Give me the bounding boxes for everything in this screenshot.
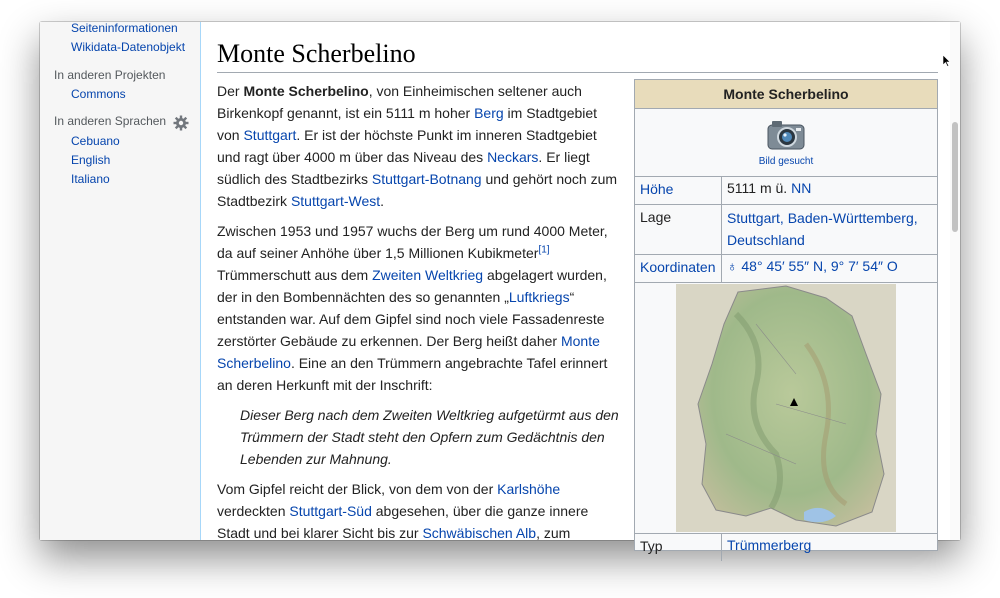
value-typ[interactable]: Trümmerberg: [727, 537, 812, 553]
link-neckars[interactable]: Neckars: [487, 149, 539, 165]
text: Zwischen 1953 und 1957 wuchs der Berg um rund 4000 Meter, da auf seiner Anhöhe über 1,5 Millionen Kubikmeter: [217, 223, 608, 261]
infobox-image-placeholder[interactable]: [635, 109, 937, 177]
sidebar: [40, 22, 200, 540]
infobox-location-map[interactable]: [635, 283, 937, 534]
image-caption[interactable]: Bild gesucht: [758, 156, 814, 167]
value-lage[interactable]: Stuttgart, Baden-Württemberg, Deutschland: [727, 210, 918, 248]
sidebar-link-commons[interactable]: Commons: [71, 87, 126, 101]
link-stuttgart-sued[interactable]: Stuttgart-Süd: [289, 503, 372, 519]
browser-window: [40, 21, 960, 554]
link-luftkriegs[interactable]: Luftkriegs: [508, 289, 570, 305]
text: Trümmerschutt aus dem: [217, 267, 373, 283]
label-typ: Typ: [640, 538, 663, 554]
link-zweiten-weltkrieg[interactable]: Zweiten Weltkrieg: [372, 267, 484, 283]
sidebar-lang-english[interactable]: English: [71, 153, 111, 167]
text: .: [380, 193, 385, 209]
title-divider: [217, 72, 938, 73]
value-koordinaten[interactable]: ♁ 48° 45′ 55″ N, 9° 7′ 54″ O: [727, 258, 898, 274]
text: “ entstanden war. Auf dem Gipfel sind noch viele Fassadenreste zerstörter Gebäude zu erkennen. Der Berg heißt daher: [217, 289, 605, 349]
infobox-title: Monte Scherbelino: [635, 80, 937, 109]
sidebar-lang-cebuano[interactable]: Cebuano: [71, 134, 120, 148]
article-content: [200, 22, 951, 554]
link-stuttgart-west[interactable]: Stuttgart-West: [290, 193, 381, 209]
mouse-cursor-icon: [943, 55, 951, 67]
camera-icon[interactable]: [766, 117, 806, 153]
text: Vom Gipfel reicht der Blick, von dem von der: [217, 481, 498, 497]
text: verdeckten: [217, 503, 290, 519]
link-nn[interactable]: NN: [791, 180, 812, 196]
reference-1[interactable]: [1]: [538, 244, 550, 256]
label-koordinaten[interactable]: Koordinaten: [640, 259, 716, 275]
hoehe-number: 5111 m ü.: [727, 180, 788, 196]
link-stuttgart-botnang[interactable]: Stuttgart-Botnang: [371, 171, 482, 187]
infobox-row-lage: [635, 205, 937, 255]
sidebar-lang-italiano[interactable]: Italiano: [71, 172, 110, 186]
paragraph-2: [217, 220, 619, 396]
link-monte-scherbelino[interactable]: Monte Scherbelino: [217, 333, 600, 371]
sidebar-heading-languages: In anderen Sprachen: [54, 114, 167, 128]
infobox: [634, 79, 938, 554]
bold-term: Monte Scherbelino: [243, 83, 369, 99]
infobox-row-hoehe: [635, 177, 937, 205]
text: abgesehen, über die ganze innere Stadt und bei klarer Sicht bis zur: [217, 503, 589, 541]
sidebar-link-wikidata[interactable]: Wikidata-Datenobjekt: [71, 40, 186, 54]
text: , zum: [536, 525, 571, 541]
text: . Er liegt südlich des Stadtbezirks: [217, 149, 590, 187]
text: . Eine an den Trümmern angebrachte Tafel erinnert an deren Herkunft mit der Inschrift:: [217, 355, 608, 393]
text: und gehört noch zum Stadtbezirk: [217, 171, 618, 209]
vertical-scrollbar[interactable]: [950, 22, 960, 540]
link-berg[interactable]: Berg: [474, 105, 504, 121]
value-hoehe: [727, 177, 811, 199]
link-schwaebische-alb[interactable]: Schwäbischen Alb: [422, 525, 537, 541]
text: abgelagert wurden, der in den Bombennächten des so genannten „: [217, 267, 607, 305]
text: . Er ist der höchste Punkt im inneren Stadtgebiet und ragt über 4000 m über das Niveau des: [217, 127, 597, 165]
scrollbar-thumb[interactable]: [952, 122, 958, 232]
article-body: [217, 80, 619, 552]
text: im Stadtgebiet von: [217, 105, 598, 143]
sidebar-heading-projects: In anderen Projekten: [54, 68, 166, 82]
link-karlshoehe[interactable]: Karlshöhe: [497, 481, 561, 497]
text: Der: [217, 83, 244, 99]
paragraph-3: [217, 478, 619, 544]
infobox-row-typ: [635, 534, 937, 561]
page-title: Monte Scherbelino: [217, 39, 416, 68]
text: , von Einheimischen seltener auch Birkenkopf genannt, ist ein 5111 m hoher: [217, 83, 582, 121]
sidebar-link-seiteninformationen[interactable]: Seiteninformationen: [71, 21, 178, 35]
gear-icon[interactable]: [173, 115, 189, 131]
link-stuttgart[interactable]: Stuttgart: [243, 127, 297, 143]
label-lage: Lage: [640, 209, 672, 225]
inscription-quote: Dieser Berg nach dem Zweiten Weltkrieg aufgetürmt aus den Trümmern der Stadt steht den Opfern zum Gedächtnis den Lebenden zur Mahnung.: [240, 407, 619, 467]
label-hoehe[interactable]: Höhe: [640, 181, 674, 197]
location-map[interactable]: [676, 284, 896, 532]
infobox-row-koordinaten: [635, 255, 937, 283]
paragraph-1: [217, 80, 619, 212]
